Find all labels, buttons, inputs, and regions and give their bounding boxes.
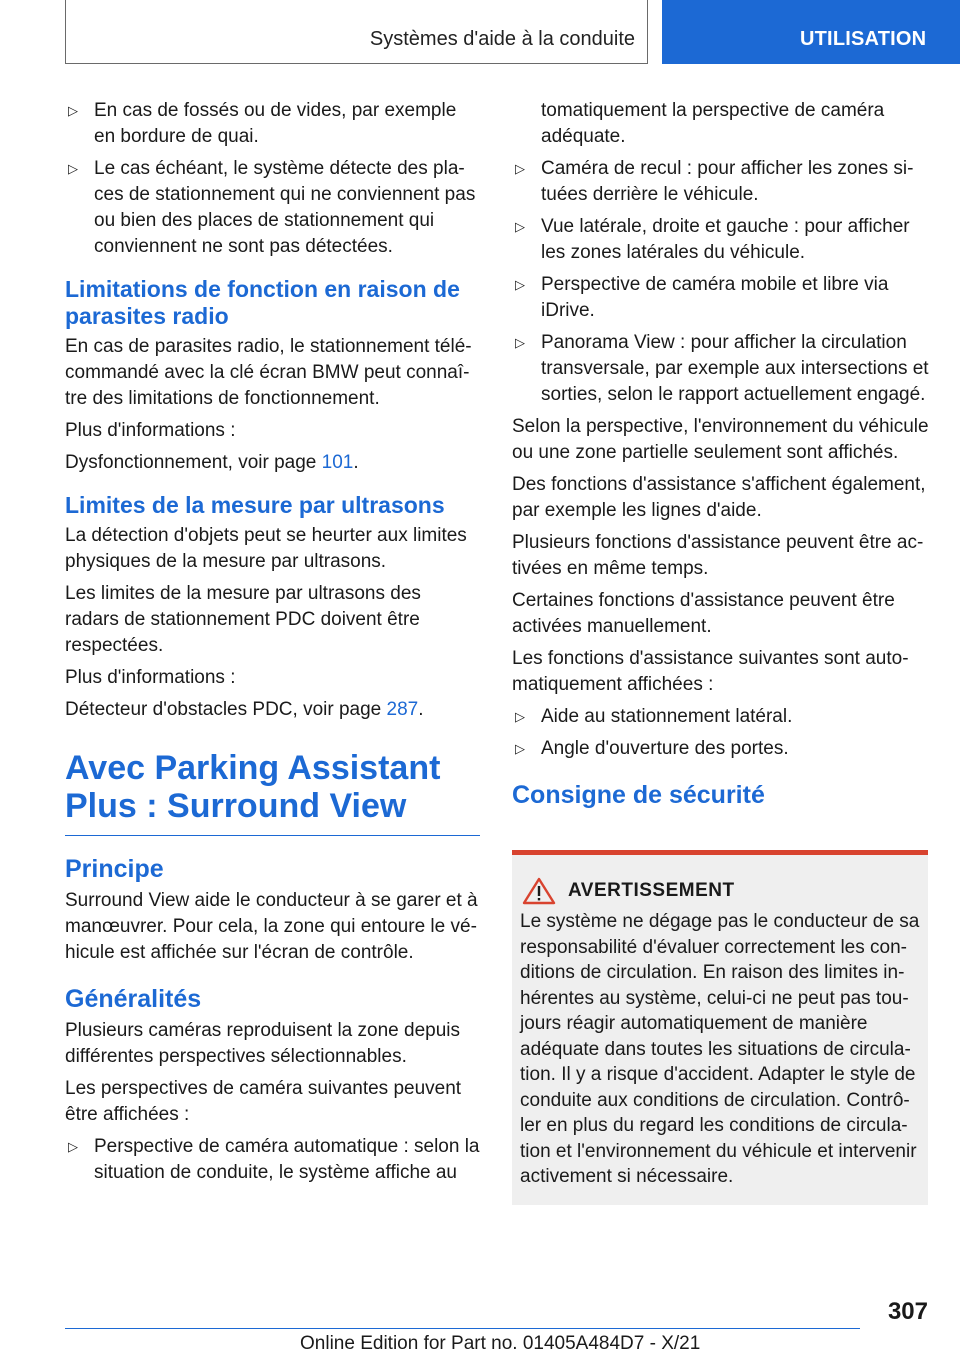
list-item: ▷ Perspective de caméra automatique : selon la situation de conduite, le système affiche au bbox=[68, 1136, 480, 1183]
triangle-bullet-icon: ▷ bbox=[68, 161, 78, 176]
section-title-box bbox=[65, 0, 648, 64]
warning-box bbox=[512, 850, 928, 1205]
page-link-287[interactable]: 287 bbox=[386, 699, 419, 720]
page-reference: Dysfonctionnement, voir page 101. bbox=[65, 452, 359, 473]
heading-ultrasound-limits: Limites de la mesure par ultrasons bbox=[65, 492, 445, 518]
warning-triangle-icon bbox=[522, 877, 556, 905]
heading-safety: Consigne de sécurité bbox=[512, 781, 765, 809]
triangle-bullet-icon: ▷ bbox=[515, 277, 525, 292]
page-reference: Détecteur d'obstacles PDC, voir page 287. bbox=[65, 699, 424, 720]
list-item: ▷ Perspective de caméra mobile et libre via iDrive. bbox=[515, 274, 889, 321]
list-item: ▷ Angle d'ouverture des portes. bbox=[512, 736, 930, 762]
list-item: ▷ Aide au stationnement latéral. bbox=[512, 704, 930, 730]
triangle-bullet-icon: ▷ bbox=[515, 709, 525, 724]
warning-title: AVERTISSEMENT bbox=[568, 880, 735, 901]
paragraph: Plusieurs caméras reproduisent la zone depuis différentes perspectives sélectionnables. bbox=[65, 1020, 460, 1067]
chapter-tab-label: UTILISATION bbox=[800, 28, 927, 50]
list-item: ▷ Le cas échéant, le système détecte des places de stationnement qui ne conviennent pas ou bien des places de stationnement qui conviennent ne sont pas détectées. bbox=[68, 158, 476, 257]
paragraph: Les fonctions d'assistance suivantes sont automatiquement affichées : bbox=[512, 648, 909, 695]
triangle-bullet-icon: ▷ bbox=[515, 335, 525, 350]
edition-note: Online Edition for Part no. 01405A484D7 - X/21 bbox=[300, 1333, 701, 1354]
heading-radio-limitations: Limitations de fonction en raison de parasites radio bbox=[65, 276, 460, 329]
heading-general: Généralités bbox=[65, 985, 202, 1013]
triangle-bullet-icon: ▷ bbox=[515, 741, 525, 756]
paragraph: Plusieurs fonctions d'assistance peuvent être activées en même temps. bbox=[512, 532, 924, 579]
list-item: ▷ Panorama View : pour afficher la circulation transversale, par exemple aux intersections et sorties, selon le rapport actuellement engagé. bbox=[515, 332, 929, 405]
footer-divider bbox=[65, 1328, 860, 1329]
list-item-continuation: tomatiquement la perspective de caméra adéquate. bbox=[541, 100, 885, 147]
section-title: Systèmes d'aide à la conduite bbox=[369, 28, 635, 50]
more-info-label: Plus d'informations : bbox=[65, 420, 236, 441]
paragraph: Certaines fonctions d'assistance peuvent être activées manuellement. bbox=[512, 590, 895, 637]
left-column bbox=[65, 98, 480, 1192]
paragraph: Selon la perspective, l'environnement du véhicule ou une zone partielle seulement sont affichés. bbox=[512, 416, 929, 463]
right-column bbox=[512, 98, 930, 814]
chapter-tab[interactable] bbox=[662, 0, 960, 64]
warning-header bbox=[520, 877, 920, 905]
heading-principle: Principe bbox=[65, 855, 164, 883]
list-item: ▷ En cas de fossés ou de vides, par exemple en bordure de quai. bbox=[68, 100, 457, 147]
triangle-bullet-icon: ▷ bbox=[68, 103, 78, 118]
chapter-heading: Avec Parking Assistant Plus : Surround View bbox=[65, 749, 480, 836]
paragraph: Les perspectives de caméra suivantes peuvent être affichées : bbox=[65, 1078, 462, 1125]
paragraph: La détection d'objets peut se heurter aux limites physiques de la mesure par ultrasons. bbox=[65, 525, 467, 572]
triangle-bullet-icon: ▷ bbox=[515, 219, 525, 234]
warning-text: Le système ne dégage pas le conducteur de sa responsabilité d'évaluer correctement les conditions de circulation. En raison des limites inhérentes au système, celui-ci ne peut pas toujours réagir automatiquement de manière adéquate dans toutes les situations de circulation. Il y a risque d'accident. Adapter le style de conduite aux conditions de circulation. Contrôler en plus du regard les conditions de circulation et l'environnement du véhicule et intervenir activement si nécessaire. bbox=[520, 911, 920, 1187]
page-header bbox=[0, 0, 960, 66]
paragraph: Les limites de la mesure par ultrasons des radars de stationnement PDC doivent être respectées. bbox=[65, 583, 421, 656]
page-link-101[interactable]: 101 bbox=[321, 452, 354, 473]
triangle-bullet-icon: ▷ bbox=[68, 1139, 78, 1154]
list-item: ▷ Vue latérale, droite et gauche : pour afficher les zones latérales du véhicule. bbox=[515, 216, 910, 263]
list-item: ▷ Caméra de recul : pour afficher les zones situées derrière le véhicule. bbox=[515, 158, 914, 205]
triangle-bullet-icon: ▷ bbox=[515, 161, 525, 176]
paragraph: Des fonctions d'assistance s'affichent également, par exemple les lignes d'aide. bbox=[512, 474, 926, 521]
paragraph: Surround View aide le conducteur à se garer et à manœuvrer. Pour cela, la zone qui entoure le véhicule est affichée sur l'écran de contrôle. bbox=[65, 890, 478, 963]
paragraph: En cas de parasites radio, le stationnement télécommandé avec la clé écran BMW peut connaître des limitations de fonctionnement. bbox=[65, 336, 472, 409]
more-info-label: Plus d'informations : bbox=[65, 667, 236, 688]
page-number: 307 bbox=[887, 1298, 928, 1325]
